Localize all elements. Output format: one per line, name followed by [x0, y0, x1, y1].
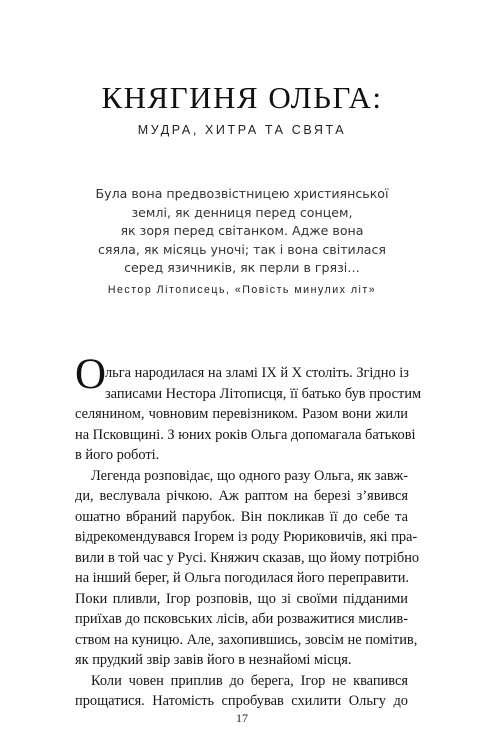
body-line: прощатися. Натомість спробував схилити Ольгу до [75, 693, 408, 709]
epigraph-line: серед язичників, як перли в грязі… [124, 260, 360, 276]
body-line: ством на куницю. Але, захопившись, зовсім не помітив, [75, 631, 418, 648]
body-line: Поки пливли, Ігор розповів, що зі своїми підданими [75, 590, 408, 607]
body-line: Легенда розповідає, що одного разу Ольга, як завж- [91, 467, 408, 484]
body-line: селянином, човновим перевізником. Разом вони жили [75, 406, 408, 422]
body-line: приїхав до псковських лісів, аби розважитися мислив- [75, 611, 408, 627]
body-line: вили в той час у Русі. Княжич сказав, що йому потрібно [75, 549, 420, 566]
body-line: на Псковщині. З юних років Ольга допомагала батькові [75, 426, 416, 443]
body-line: на інший берег, й Ольга погодилася його переправити. [75, 570, 410, 586]
chapter-subtitle: МУДРА, ХИТРА ТА СВЯТА [137, 123, 347, 137]
epigraph-attribution: Нестор Літописець, «Повість минулих літ» [107, 284, 377, 296]
epigraph-line: сяяла, як місяць уночі; так і вона світилася [98, 241, 386, 257]
epigraph-line: як зоря перед світанком. Адже вона [120, 223, 364, 239]
drop-cap: О [75, 351, 107, 398]
body-line: ди, веслувала річкою. Аж раптом на березі з’явився [75, 488, 408, 504]
body-line: записами Нестора Літописця, її батько був простим [105, 385, 422, 402]
body-line: як прудкий звір завів його в незнайомі місця. [75, 652, 352, 668]
body-line: Коли човен приплив до берега, Ігор не квапився [91, 672, 408, 689]
body-line: в його роботі. [75, 447, 160, 463]
chapter-title: КНЯГИНЯ ОЛЬГА: [101, 80, 383, 115]
epigraph-line: землі, як денниця перед сонцем, [131, 204, 353, 220]
epigraph-line: Була вона предвозвістницею християнської [95, 186, 389, 201]
body-line: ошатно вбраний парубок. Він покликав її до себе та [75, 508, 408, 525]
body-line: льга народилася на зламі ІХ й Х століть. Згідно із [105, 365, 409, 381]
page-number: 17 [236, 711, 248, 725]
body-line: відрекомендувався Ігорем із роду Рюриковичів, які пра- [75, 529, 418, 545]
epigraph [60, 185, 424, 278]
body-text [75, 363, 422, 712]
